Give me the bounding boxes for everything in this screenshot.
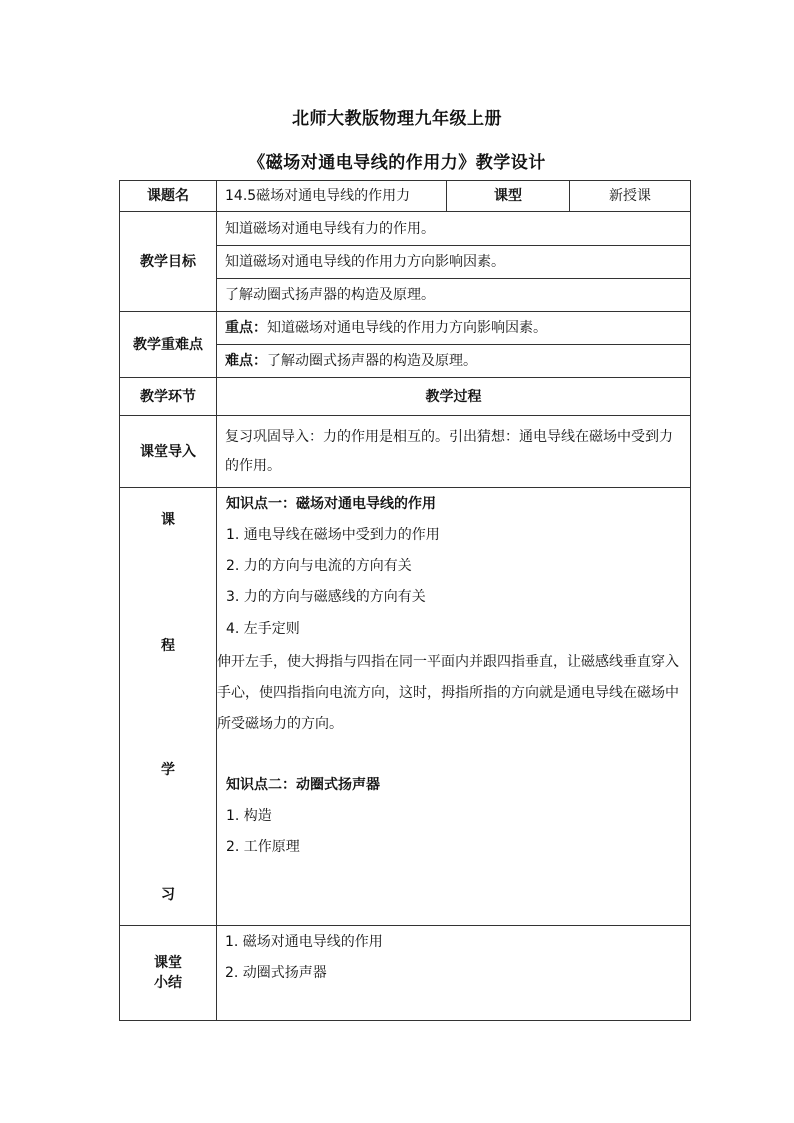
topic-label: 课题名 [120,181,217,212]
study-label [120,488,217,926]
kp1-item: 1. 通电导线在磁场中受到力的作用 [226,527,440,543]
kp1-item: 2. 力的方向与电流的方向有关 [226,558,412,574]
kp1-item: 4. 左手定则 [226,621,300,637]
objective-item: 了解动圈式扬声器的构造及原理。 [217,279,691,312]
kp1-title: 知识点一：磁场对通电导线的作用 [226,496,436,512]
objective-row [120,212,691,246]
intro-label: 课堂导入 [120,416,217,488]
study-label-char: 习 [161,887,175,903]
study-content [217,488,691,926]
keypoints-label: 教学重难点 [120,312,217,378]
type-value: 新授课 [570,181,691,212]
summary-label-line: 小结 [154,975,182,991]
document-subtitle: 《磁场对通电导线的作用力》教学设计 [248,153,546,173]
summary-row [120,926,691,1021]
key-point-text: 知道磁场对通电导线的作用力方向影响因素。 [267,320,547,336]
objective-item: 知道磁场对通电导线有力的作用。 [217,212,691,246]
hard-point-label: 难点： [225,353,267,369]
topic-value: 14.5磁场对通电导线的作用力 [217,181,447,212]
document-title: 北师大教版物理九年级上册 [292,109,502,129]
objective-item: 知道磁场对通电导线的作用力方向影响因素。 [217,246,691,279]
kp1-item: 3. 力的方向与磁感线的方向有关 [226,589,426,605]
topic-row [120,181,691,212]
left-hand-rule-paragraph: 伸开左手，使大拇指与四指在同一平面内并跟四指垂直，让磁感线垂直穿入手心，使四指指向电流方向，这时，拇指所指的方向就是通电导线在磁场中所受磁场力的方向。 [217,654,679,732]
key-point [217,312,691,345]
summary-label [120,926,217,1021]
summary-item: 2. 动圈式扬声器 [225,965,327,981]
intro-text: 复习巩固导入：力的作用是相互的。引出猜想：通电导线在磁场中受到力的作用。 [217,416,691,488]
objectives-label: 教学目标 [120,212,217,312]
steps-header-row [120,378,691,416]
kp2-item: 1. 构造 [226,808,272,824]
hard-point [217,345,691,378]
type-label: 课型 [447,181,570,212]
intro-row [120,416,691,488]
summary-label-line: 课堂 [154,955,182,971]
study-label-char: 课 [161,512,175,528]
keypoint-row [120,312,691,345]
study-row [120,488,691,926]
kp2-title: 知识点二：动圈式扬声器 [226,777,380,793]
lesson-plan-table [119,180,691,1021]
summary-content [217,926,691,1021]
summary-item: 1. 磁场对通电导线的作用 [225,934,383,950]
study-label-char: 程 [161,638,175,654]
steps-label: 教学环节 [120,378,217,416]
hard-point-text: 了解动圈式扬声器的构造及原理。 [267,353,477,369]
study-label-char: 学 [161,762,175,778]
kp2-item: 2. 工作原理 [226,839,300,855]
key-point-label: 重点： [225,320,267,336]
process-label: 教学过程 [217,378,691,416]
